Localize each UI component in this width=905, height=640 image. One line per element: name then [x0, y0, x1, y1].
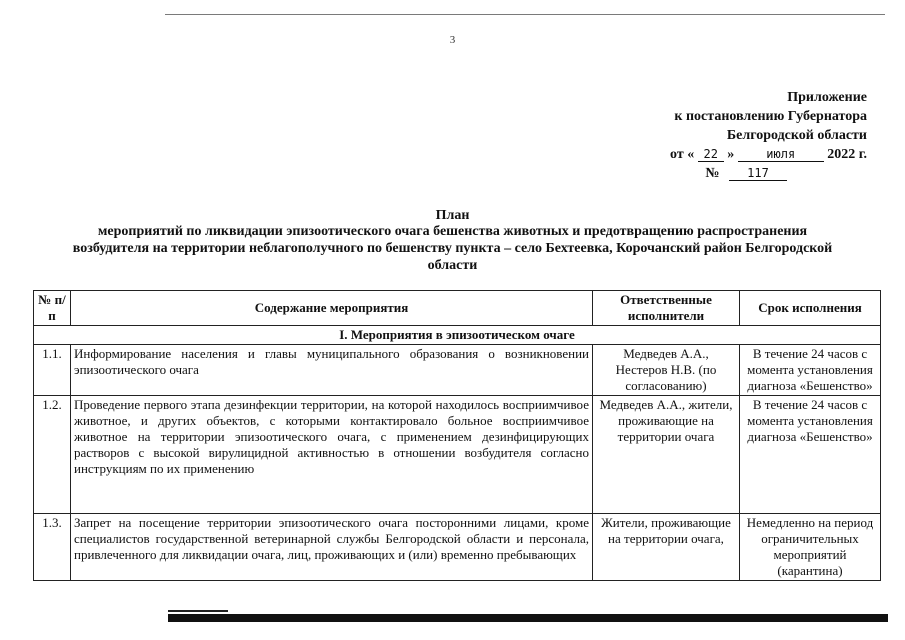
plan-subtitle: мероприятий по ликвидации эпизоотического очага бешенства животных и предотвращению распространения возбудителя на территории неблагополучного по бешенству пункта – село Бехтеевка, Корочанский район Белгородской области	[72, 224, 833, 273]
appendix-line2: к постановлению Губернатора	[674, 109, 867, 124]
appendix-date	[670, 145, 867, 164]
date-mid: »	[727, 147, 735, 162]
row-responsible: Жители, проживающие на территории очага,	[593, 514, 740, 581]
row-term: В течение 24 часов с момента установления диагноза «Бешенство»	[740, 396, 881, 514]
appendix-line1: Приложение	[787, 90, 867, 105]
table-row	[34, 345, 881, 396]
table-row	[34, 514, 881, 581]
row-content: Проведение первого этапа дезинфекции территории, на которой находилось восприимчивое животное, и других объектов, с которыми контактировало больное восприимчивое животное на территории эпизоотического очага, с применением дезинфицирующих растворов с высокой вирулицидной активностью в отношении возбудителя согласно инструкциям по их применению	[71, 396, 593, 514]
number-value: 117	[729, 166, 787, 181]
plan-title: План	[435, 208, 470, 223]
number-prefix: №	[705, 166, 720, 181]
row-num: 1.1.	[34, 345, 71, 396]
row-term: В течение 24 часов с момента установления диагноза «Бешенство»	[740, 345, 881, 396]
date-prefix: от «	[670, 147, 695, 162]
section-title: I. Мероприятия в эпизоотическом очаге	[34, 326, 881, 345]
header-term: Срок исполнения	[740, 291, 881, 326]
plan-table	[33, 290, 881, 581]
date-year: 2022 г.	[827, 147, 867, 162]
row-num: 1.2.	[34, 396, 71, 514]
section-row	[34, 326, 881, 345]
row-content: Информирование населения и главы муниципального образования о возникновении эпизоотического очага	[71, 345, 593, 396]
header-num: № п/п	[34, 291, 71, 326]
appendix-number	[670, 164, 787, 183]
row-responsible: Медведев А.А., жители, проживающие на территории очага	[593, 396, 740, 514]
row-num: 1.3.	[34, 514, 71, 581]
top-rule	[165, 14, 885, 15]
table-header-row	[34, 291, 881, 326]
scan-edge-mark	[168, 610, 228, 612]
scan-edge-bar	[168, 614, 888, 622]
appendix-block	[670, 88, 867, 183]
header-content: Содержание мероприятия	[71, 291, 593, 326]
row-term: Немедленно на период ограничительных мероприятий (карантина)	[740, 514, 881, 581]
date-month: июля	[738, 147, 824, 162]
appendix-line3: Белгородской области	[726, 128, 867, 143]
page-number: 3	[449, 34, 456, 46]
date-day: 22	[698, 147, 724, 162]
header-responsible: Ответственные исполнители	[593, 291, 740, 326]
row-responsible: Медведев А.А., Нестеров Н.В. (по согласованию)	[593, 345, 740, 396]
row-content: Запрет на посещение территории эпизоотического очага посторонними лицами, кроме специалистов государственной ветеринарной службы Белгородской области и персонала, привлеченного для ликвидации очага, лиц, проживающих и (или) временно пребывающих	[71, 514, 593, 581]
table-row	[34, 396, 881, 514]
